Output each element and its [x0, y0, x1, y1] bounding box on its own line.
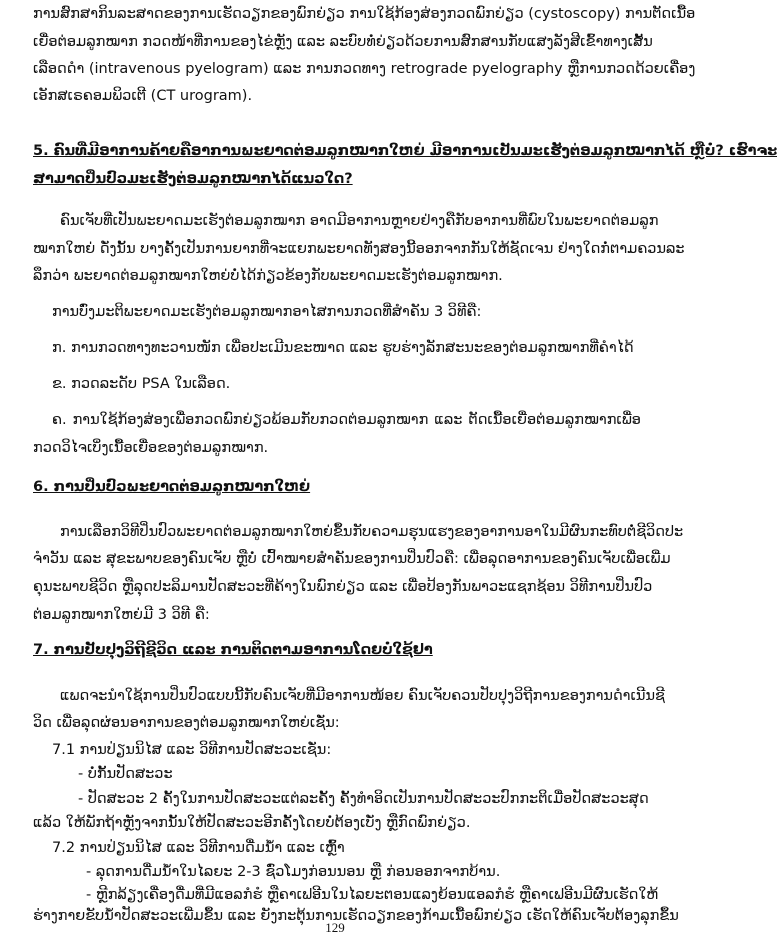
intro-line-1: ການສົກສາກິນລະສາດຂອງການເຮັດວຽກຂອງພົກຍ່ຽວ ການໃຊ້ກ້ອງສ່ອງກວດພົກຍ່ຽວ (cystoscopy) ການຕັດເນື້ອ [33, 6, 696, 22]
section5-item-b: ຂ. ກວດລະດັບ PSA ໃນເລືອດ. [52, 376, 231, 392]
section5-item-c-line-2: ກວດວິໄຈເບິ່ງເນື້ອເຍື່ອຂອງຕ່ອມລູກໝາກ. [33, 440, 269, 456]
section5-para2: ການບົ່ງມະຕິພະຍາດມະເຮັງຕ່ອມລູກໝາກອາໄສການກວດທີ່ສຳຄັນ 3 ວິທີຄື: [52, 304, 482, 320]
intro-line-3: ເລືອດດຳ (intravenous pyelogram) ແລະ ການກວດທາງ retrograde pyelography ຫຼືການກວດດ້ວຍເຄື່ອງ [33, 61, 696, 77]
subsection-7-2-bullet-2-line-2: ຮ່າງກາຍຂັບນ້ຳປັດສະວະເພີ່ມຂຶ້ນ ແລະ ຍັງກະຕຸ້ນການເຮັດວຽກຂອງກ້າມເນື້ອພົກຍ່ຽວ ເຮັດໃຫ້ຄົນເຈັບຕ້ອງລຸກຂຶ້ນ [33, 908, 679, 924]
section6-title: 6. ການປິ່ນປົວພະຍາດຕ່ອມລູກໝາກໃຫຍ່ [33, 479, 311, 495]
section7-title: 7. ການປັບປຸງວິຖີຊີວິດ ແລະ ການຕິດຕາມອາການໂດຍບໍ່ໃຊ້ຢາ [33, 642, 433, 658]
section6-para-line-3: ຄຸນະພາບຊີວິດ ຫຼືລຸດປະລິມານປັດສະວະທີ່ຄ້າງໃນພົກຍ່ຽວ ແລະ ເພື່ອປ້ອງກັນພາວະແຊກຊ້ອນ ວິທີການປິ່ນປົວ [33, 579, 653, 595]
subsection-7-2-title: 7.2 ການປ່ຽນນິໄສ ແລະ ວິທີການດື່ມນ້ຳ ແລະ ເຫຼົ້າ [52, 840, 345, 856]
section5-para1-line-1: ຄົນເຈັບທີ່ເປັນພະຍາດມະເຮັງຕ່ອມລູກໝາກ ອາດມີອາການຫຼາຍຢ່າງຄືກັບອາການທີ່ພົບໃນພະຍາດຕ່ອມລູກ [60, 213, 659, 229]
intro-line-2: ເຍື່ອຕ່ອມລູກໝາກ ກວດໜ້າທີ່ການຂອງໄຂ່ຫຼັງ ແລະ ລະບົບທໍ່ຍ່ຽວດ້ວຍການສົກສານກັບແສງລັງສີເຂົ້າທາງເສັ້ນ [33, 34, 653, 50]
page-number: 129 [325, 920, 345, 935]
section5-para1-line-2: ໝາກໃຫຍ່ ດັ່ງນັ້ນ ບາງຄັ້ງເປັນການຍາກທີ່ຈະແຍກພະຍາດທັງສອງນີ້ອອກຈາກກັນໃຫ້ຊັດເຈນ ຢ່າງໃດກໍ່ຕາມຄວນລະ [33, 241, 685, 257]
section5-item-c-line-1: ຄ. ການໃຊ້ກ້ອງສ່ອງເພື່ອກວດພົກຍ່ຽວພ້ອມກັບກວດຕ່ອມລູກໝາກ ແລະ ຕັດເນື້ອເຍື່ອຕ່ອມລູກໝາກເພື່ອ [52, 412, 641, 428]
subsection-7-1-bullet-1: - ບໍ່ກັ້ນປັດສະວະ [78, 766, 173, 782]
section5-item-a: ກ. ການກວດທາງທະວານໜັກ ເພື່ອປະເມີນຂະໜາດ ແລະ ຮູບຮ່າງລັກສະນະຂອງຕ່ອມລູກໝາກທີ່ຄຳໄດ້ [52, 340, 634, 356]
section5-title-line-1: 5. ຄົນທີ່ມີອາການຄ້າຍຄືອາການພະຍາດຕ່ອມລູກໝາກໃຫຍ່ ມີອາການເປັນມະເຮັງຕ່ອມລູກໝາກໄດ້ ຫຼືບໍ່? ເຮົາຈະ [33, 143, 777, 159]
subsection-7-1-bullet-2-line-2: ແລ້ວ ໃຫ້ພັກຖ້າຫຼັງຈາກນັ້ນໃຫ້ປັດສະວະອີກຄັ້ງໂດຍບໍ່ຕ້ອງເບັ່ງ ຫຼືກົດພົກຍ່ຽວ. [33, 815, 471, 831]
intro-line-4: ເອັກສເຣຄອມພິວເຕີ (CT urogram). [33, 88, 253, 104]
subsection-7-2-bullet-2-line-1: - ຫຼີກລ້ຽງເຄື່ອງດື່ມທີ່ມີແອລກໍຮໍ ຫຼືຄາເຟອີນໃນໄລຍະຕອນແລງຍ້ອນແອລກໍຮໍ ຫຼືຄາເຟອີນມີຜົນເຮັດໃຫ້ [86, 887, 659, 903]
section5-title-line-2: ສາມາດປິ່ນປົວມະເຮັງຕ່ອມລູກໝາກໄດ້ແນວໃດ? [33, 171, 353, 187]
section7-para-line-1: ແພດຈະນຳໃຊ້ການປິ່ນປົວແບບນີ້ກັບຄົນເຈັບທີ່ມີອາການໜ້ອຍ ຄົນເຈັບຄວນປັບປຸງວິຖີການຂອງການດຳເນີນຊີ [60, 688, 665, 704]
subsection-7-1-bullet-2-line-1: - ປັດສະວະ 2 ຄັ້ງໃນການປັດສະວະແຕ່ລະຄັ້ງ ຄັ້ງທຳອິດເປັນການປັດສະວະປົກກະຕິເມື່ອປັດສະວະສຸດ [78, 791, 649, 807]
section6-para-line-2: ຈຳວັນ ແລະ ສຸຂະພາບຂອງຄົນເຈັບ ຫຼືບໍ່ ເປົ້າໝາຍສຳຄັນຂອງການປິ່ນປົວຄື: ເພື່ອລຸດອາການຂອງຄົນເຈັບເພື່ອເພີ່ມ [33, 551, 671, 567]
section5-para1-line-3: ລຶກວ່າ ພະຍາດຕ່ອມລູກໝາກໃຫຍ່ບໍ່ໄດ້ກ່ຽວຂ້ອງກັບພະຍາດມະເຮັງຕ່ອມລູກໝາກ. [33, 268, 503, 284]
section6-para-line-1: ການເລືອກວິທີປິ່ນປົວພະຍາດຕ່ອມລູກໝາກໃຫຍ່ຂຶ້ນກັບຄວາມຮຸນແຮງຂອງອາການອາໃນມີຜົນກະທົບຕໍ່ຊີວິດປະ [60, 524, 684, 540]
section6-para-line-4: ຕ່ອມລູກໝາກໃຫຍ່ມີ 3 ວິທີ ຄື: [33, 607, 210, 623]
subsection-7-1-title: 7.1 ການປ່ຽນນິໄສ ແລະ ວິທີການປັດສະວະເຊັ່ນ: [52, 742, 332, 758]
section7-para-line-2: ວິດ ເພື່ອລຸດຜ່ອນອາການຂອງຕ່ອມລູກໝາກໃຫຍ່ເຊັ່ນ: [33, 715, 340, 731]
subsection-7-2-bullet-1: - ລຸດການດື່ມນ້ຳໃນໄລຍະ 2-3 ຊົ່ວໂມງກ່ອນນອນ ຫຼື ກ່ອນອອກຈາກບ້ານ. [86, 864, 501, 880]
